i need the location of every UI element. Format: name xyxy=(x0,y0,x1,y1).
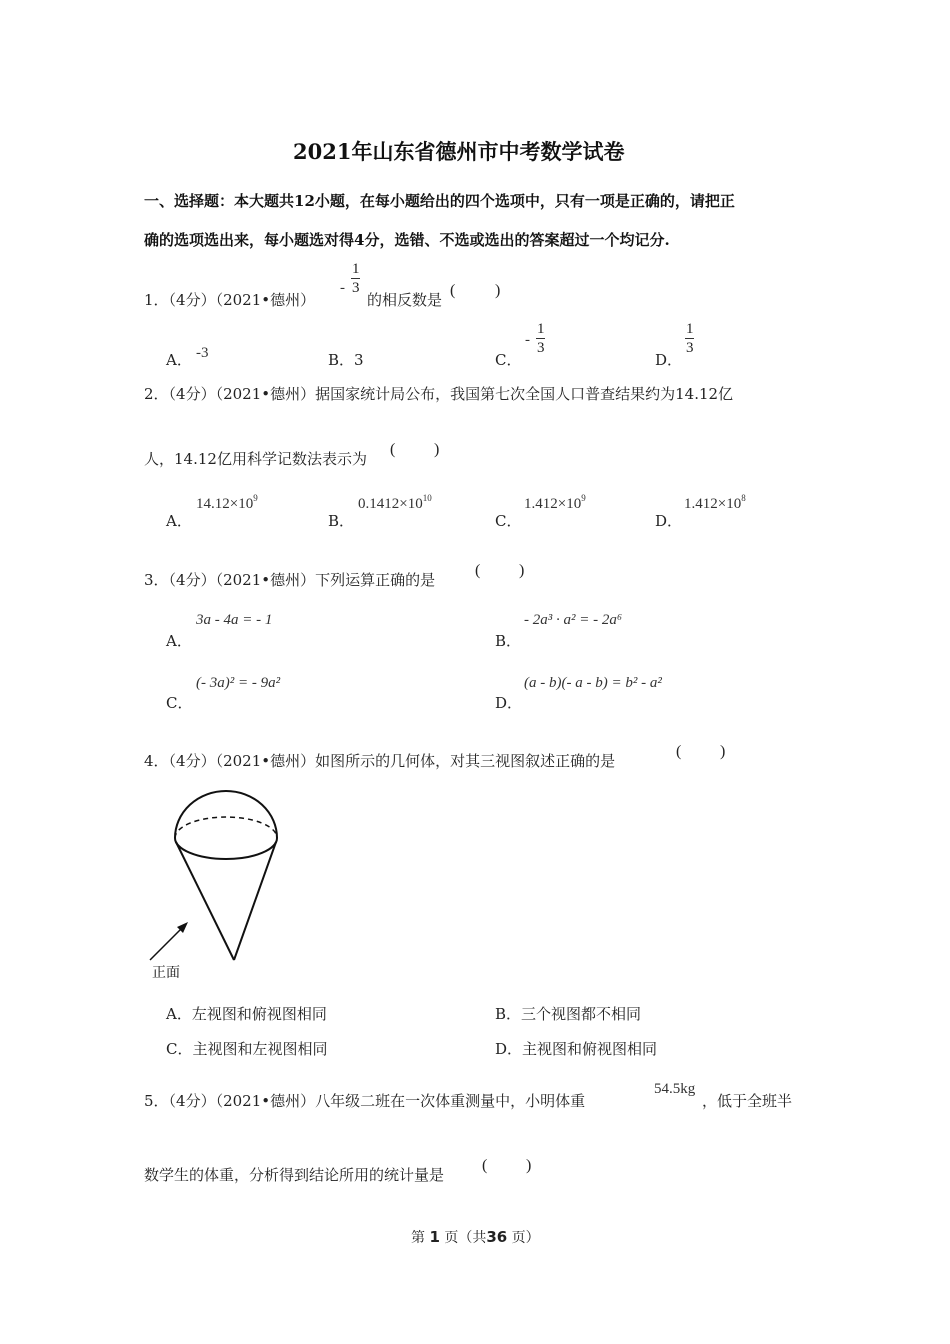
q1-fraction-num: 1 xyxy=(352,261,360,277)
q3-paren-close: ) xyxy=(519,562,525,579)
q1-paren-close: ) xyxy=(495,282,501,299)
footer-post: 页） xyxy=(511,1230,540,1246)
q1-option-b-value: 3 xyxy=(354,351,364,369)
q2-option-b-base: 0.1412×10 xyxy=(358,496,423,512)
q1-option-c-fraction xyxy=(536,322,546,356)
q2-option-c-value xyxy=(524,493,586,513)
q3-option-d-value: (a - b)(- a - b) = b² - a² xyxy=(524,675,662,691)
q3-option-d-label: D． xyxy=(495,694,523,712)
q2-option-d-label: D． xyxy=(655,512,683,530)
q1-option-d-fraction xyxy=(685,322,695,356)
q1-option-d-label: D． xyxy=(655,351,683,369)
q4-option-b: B．三个视图都不相同 xyxy=(495,1005,642,1023)
q2-option-a-base: 14.12×10 xyxy=(196,496,254,512)
q2-option-b-exp: 10 xyxy=(422,493,432,503)
q4-figure-label: 正面 xyxy=(152,965,180,981)
q4-text: 4．（4分）（2021•德州）如图所示的几何体，对其三视图叙述正确的是 xyxy=(144,752,616,770)
figure-hemisphere-dome xyxy=(175,791,277,838)
footer-total-pages: 36 xyxy=(486,1228,508,1246)
q1-option-b xyxy=(328,349,364,370)
q3-option-b-value: - 2a³ · a² = - 2a⁶ xyxy=(524,612,623,628)
q4-option-d: D．主视图和俯视图相同 xyxy=(495,1040,658,1058)
q2-paren-open: ( xyxy=(390,441,396,458)
footer-mid: 页（共 xyxy=(444,1230,487,1246)
footer-page-number: 1 xyxy=(429,1228,440,1246)
q4-paren-open: ( xyxy=(676,743,682,760)
q2-option-d-value xyxy=(684,493,746,513)
figure-ellipse-back xyxy=(175,817,277,838)
q2-option-d-base: 1.412×10 xyxy=(684,496,742,512)
q2-option-a-value xyxy=(196,493,258,513)
q1-fraction xyxy=(351,262,361,296)
q3-option-b-label: B． xyxy=(495,632,522,650)
q2-text-line2: 人，14.12亿用科学记数法表示为 xyxy=(144,450,367,468)
q5-paren-close: ) xyxy=(526,1157,532,1174)
q3-option-c-value: (- 3a)² = - 9a² xyxy=(196,675,281,691)
q2-option-d-exp: 8 xyxy=(741,493,746,503)
q1-text: 的相反数是 xyxy=(367,291,443,309)
q1-option-c-minus: - xyxy=(525,332,530,348)
q1-option-d-num: 1 xyxy=(686,321,694,337)
q5-text-part2: ，低于全班半 xyxy=(702,1092,793,1110)
q1-option-a-label: A． xyxy=(166,351,192,369)
section-heading-line1: 一、选择题：本大题共12小题，在每小题给出的四个选项中，只有一项是正确的，请把正 xyxy=(144,192,735,210)
q2-option-c-exp: 9 xyxy=(581,493,586,503)
q2-option-c-base: 1.412×10 xyxy=(524,496,582,512)
figure-cone-right xyxy=(234,842,276,960)
q2-option-a-label: A． xyxy=(166,512,192,530)
figure-ellipse-front xyxy=(175,838,277,859)
q2-paren-close: ) xyxy=(434,441,440,458)
q2-option-a-exp: 9 xyxy=(253,493,258,503)
q5-text-line2: 数学生的体重，分析得到结论所用的统计量是 xyxy=(144,1166,445,1184)
q1-option-d-den: 3 xyxy=(686,340,694,356)
q1-fraction-den: 3 xyxy=(352,280,360,296)
q2-option-b-label: B． xyxy=(328,512,355,530)
footer-pre: 第 xyxy=(411,1230,425,1246)
q2-text-line1: 2．（4分）（2021•德州）据国家统计局公布，我国第七次全国人口普查结果约为14.12亿 xyxy=(144,385,734,403)
page-title: 2021年山东省德州市中考数学试卷 xyxy=(293,139,625,164)
q5-text-part1: 5．（4分）（2021•德州）八年级二班在一次体重测量中，小明体重 xyxy=(144,1092,586,1110)
q1-option-c-num: 1 xyxy=(537,321,545,337)
section-heading-line2: 确的选项选出来，每小题选对得4分，选错、不选或选出的答案超过一个均记分. xyxy=(144,231,670,249)
q1-prefix: 1．（4分）（2021•德州） xyxy=(144,291,316,309)
q3-paren-open: ( xyxy=(475,562,481,579)
figure-arrow-shaft xyxy=(150,926,184,960)
q4-paren-close: ) xyxy=(720,743,726,760)
q1-option-c-den: 3 xyxy=(537,340,545,356)
q4-option-a: A．左视图和俯视图相同 xyxy=(166,1005,327,1023)
q2-option-c-label: C． xyxy=(495,512,522,530)
q1-minus: - xyxy=(340,280,345,296)
q3-text: 3．（4分）（2021•德州）下列运算正确的是 xyxy=(144,571,436,589)
q3-option-a-label: A． xyxy=(166,632,192,650)
q3-option-c-label: C． xyxy=(166,694,193,712)
q1-option-c-label: C． xyxy=(495,351,522,369)
q3-option-a-value: 3a - 4a = - 1 xyxy=(196,612,273,628)
q4-option-c: C．主视图和左视图相同 xyxy=(166,1040,328,1058)
q1-option-b-label: B． xyxy=(328,351,355,369)
q5-paren-open: ( xyxy=(482,1157,488,1174)
q1-paren-open: ( xyxy=(450,282,456,299)
page-footer xyxy=(411,1227,540,1247)
q1-option-a-value: -3 xyxy=(196,345,209,361)
q2-option-b-value xyxy=(358,493,432,513)
q5-weight: 54.5kg xyxy=(654,1081,696,1097)
q4-geometry-figure xyxy=(140,790,300,990)
